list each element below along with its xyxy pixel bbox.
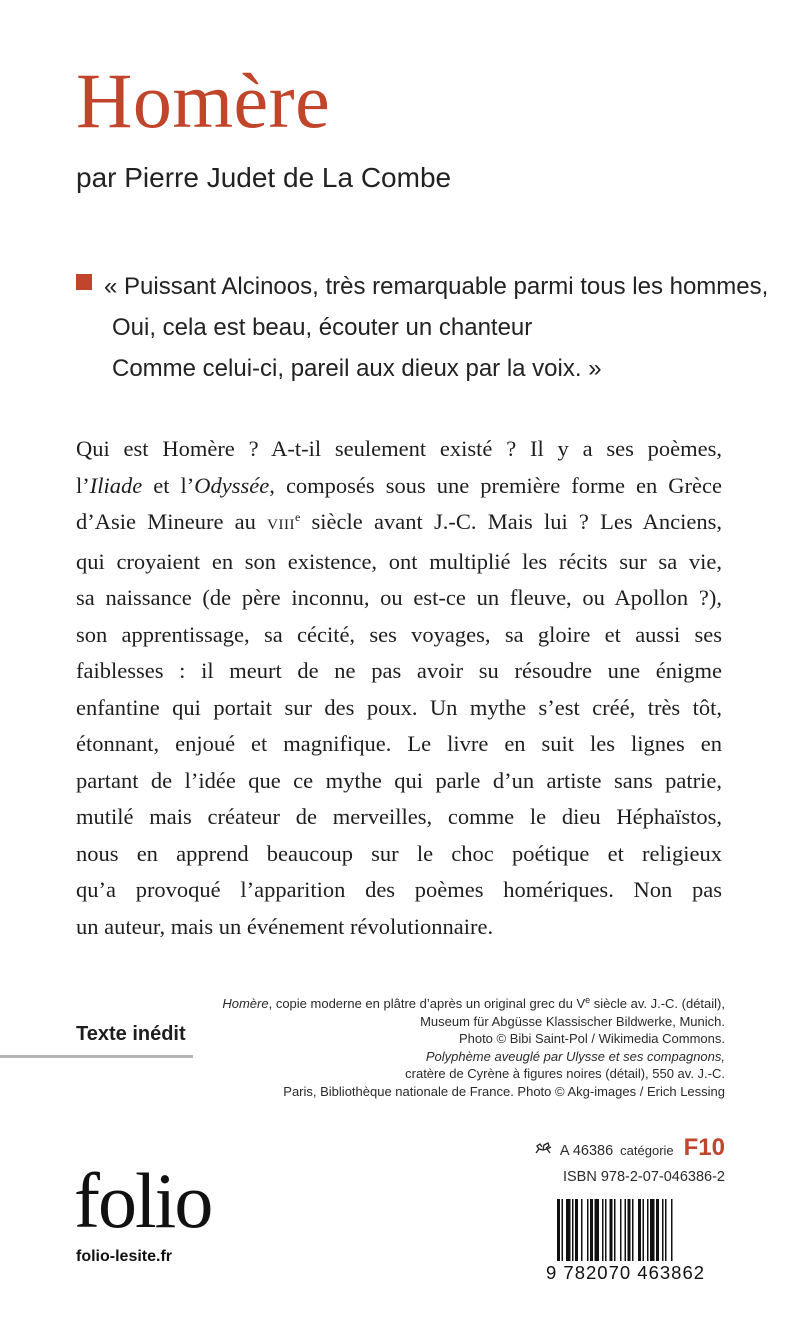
blurb-line: son apprentissage, sa cécité, ses voyages, sa gloire et aussi ses — [76, 621, 722, 647]
barcode-bar — [662, 1199, 664, 1261]
epigraph-quote — [104, 266, 768, 389]
barcode-bar — [566, 1199, 571, 1261]
blurb-line: enfantine qui portait sur des poux. Un mythe s’est créé, très tôt, — [76, 694, 722, 720]
odyssee-title: Odyssée — [194, 472, 270, 498]
blurb-line: qu’a provoqué l’apparition des poèmes homériques. Non pas — [76, 877, 722, 902]
blurb-line: l’Iliade et l’Odyssée, composés sous une première forme en Grèce — [76, 472, 723, 498]
texte-inedit-label: Texte inédit — [76, 1023, 186, 1045]
category-code: F10 — [683, 1134, 725, 1161]
barcode-bar — [628, 1199, 631, 1261]
blurb-line: partant de l’idée que ce mythe qui parle d’un artiste sans patrie, — [76, 767, 722, 793]
barcode-bar — [587, 1199, 589, 1261]
credit-line: Photo © Bibi Saint-Pol / Wikimedia Commons. — [458, 1031, 725, 1046]
image-credits — [165, 995, 725, 1100]
barcode-bar — [595, 1199, 600, 1261]
quote-line: Comme celui-ci, pareil aux dieux par la voix. » — [112, 355, 602, 382]
barcode-bar — [620, 1199, 622, 1261]
blurb-line: d’Asie Mineure au VIIIe siècle avant J.-C. Mais lui ? Les Anciens, — [76, 509, 722, 534]
blurb-line: qui croyaient en son existence, ont multiplié les récits sur sa vie, — [76, 548, 722, 574]
blurb-line: Qui est Homère ? A-t-il seulement existé ? Il y a ses poèmes, — [76, 436, 722, 461]
blurb-line: mutilé mais créateur de merveilles, comme le dieu Héphaïstos, — [76, 804, 722, 829]
publisher-website[interactable]: folio-lesite.fr — [76, 1248, 173, 1265]
credit-line: Museum für Abgüsse Klassischer Bildwerke, Munich. — [420, 1013, 725, 1029]
blurb-line: étonnant, enjoué et magnifique. Le livre en suit les lignes en — [76, 731, 722, 756]
barcode-bar — [638, 1199, 641, 1261]
barcode-bar — [671, 1199, 673, 1261]
pegasus-icon — [533, 1140, 553, 1156]
barcode-bar — [581, 1199, 583, 1261]
blurb-line: sa naissance (de père inconnu, ou est-ce un fleuve, ou Apollon ?), — [76, 585, 722, 610]
blurb-line: nous en apprend beaucoup sur le choc poétique et religieux — [76, 840, 722, 866]
barcode-bar — [590, 1199, 593, 1261]
barcode-bar — [632, 1199, 634, 1261]
quote-line: « Puissant Alcinoos, très remarquable parmi tous les hommes, — [104, 273, 769, 300]
blurb-line: un auteur, mais un événement révolutionnaire. — [76, 913, 494, 939]
back-cover-blurb — [76, 431, 722, 945]
credit-line: Homère, copie moderne en plâtre d’après un original grec du Ve siècle av. J.-C. (détail), — [222, 995, 725, 1011]
category-label: catégorie — [620, 1143, 674, 1158]
barcode-bar — [650, 1199, 655, 1261]
catalog-number: A 46386 — [559, 1143, 614, 1159]
barcode-bar — [605, 1199, 607, 1261]
book-title: Homère — [76, 57, 331, 144]
barcode-digits: 9 782070 463862 — [546, 1262, 706, 1283]
barcode-bar — [562, 1199, 564, 1261]
barcode-bar — [575, 1199, 578, 1261]
blurb-line: faiblesses : il meurt de ne pas avoir su résoudre une énigme — [76, 658, 722, 683]
isbn-text: ISBN 978-2-07-046386-2 — [562, 1169, 725, 1185]
credit-line: Polyphème aveuglé par Ulysse et ses compagnons, — [425, 1048, 725, 1064]
barcode-bar — [625, 1199, 627, 1261]
credit-line: Paris, Bibliothèque nationale de France. Photo © Akg-images / Erich Lessing — [283, 1083, 725, 1099]
barcode-bar — [610, 1199, 613, 1261]
barcode-bar — [643, 1199, 645, 1261]
barcode-bar — [572, 1199, 574, 1261]
quote-line: Oui, cela est beau, écouter un chanteur — [112, 314, 533, 341]
barcode-bar — [656, 1199, 659, 1261]
barcode-bar — [557, 1199, 560, 1261]
author-line: par Pierre Judet de La Combe — [76, 162, 452, 193]
quote-square-marker — [76, 274, 92, 290]
barcode-bar — [614, 1199, 616, 1261]
barcode-bar — [665, 1199, 667, 1261]
iliade-title: Iliade — [89, 472, 143, 498]
catalog-code-row — [533, 1134, 725, 1162]
barcode — [557, 1199, 725, 1261]
century-numeral: VIII — [267, 517, 295, 533]
folio-logo: folio — [74, 1157, 212, 1244]
barcode-bar — [602, 1199, 604, 1261]
barcode-bar — [647, 1199, 649, 1261]
credit-line: cratère de Cyrène à figures noires (détail), 550 av. J.-C. — [405, 1066, 725, 1081]
